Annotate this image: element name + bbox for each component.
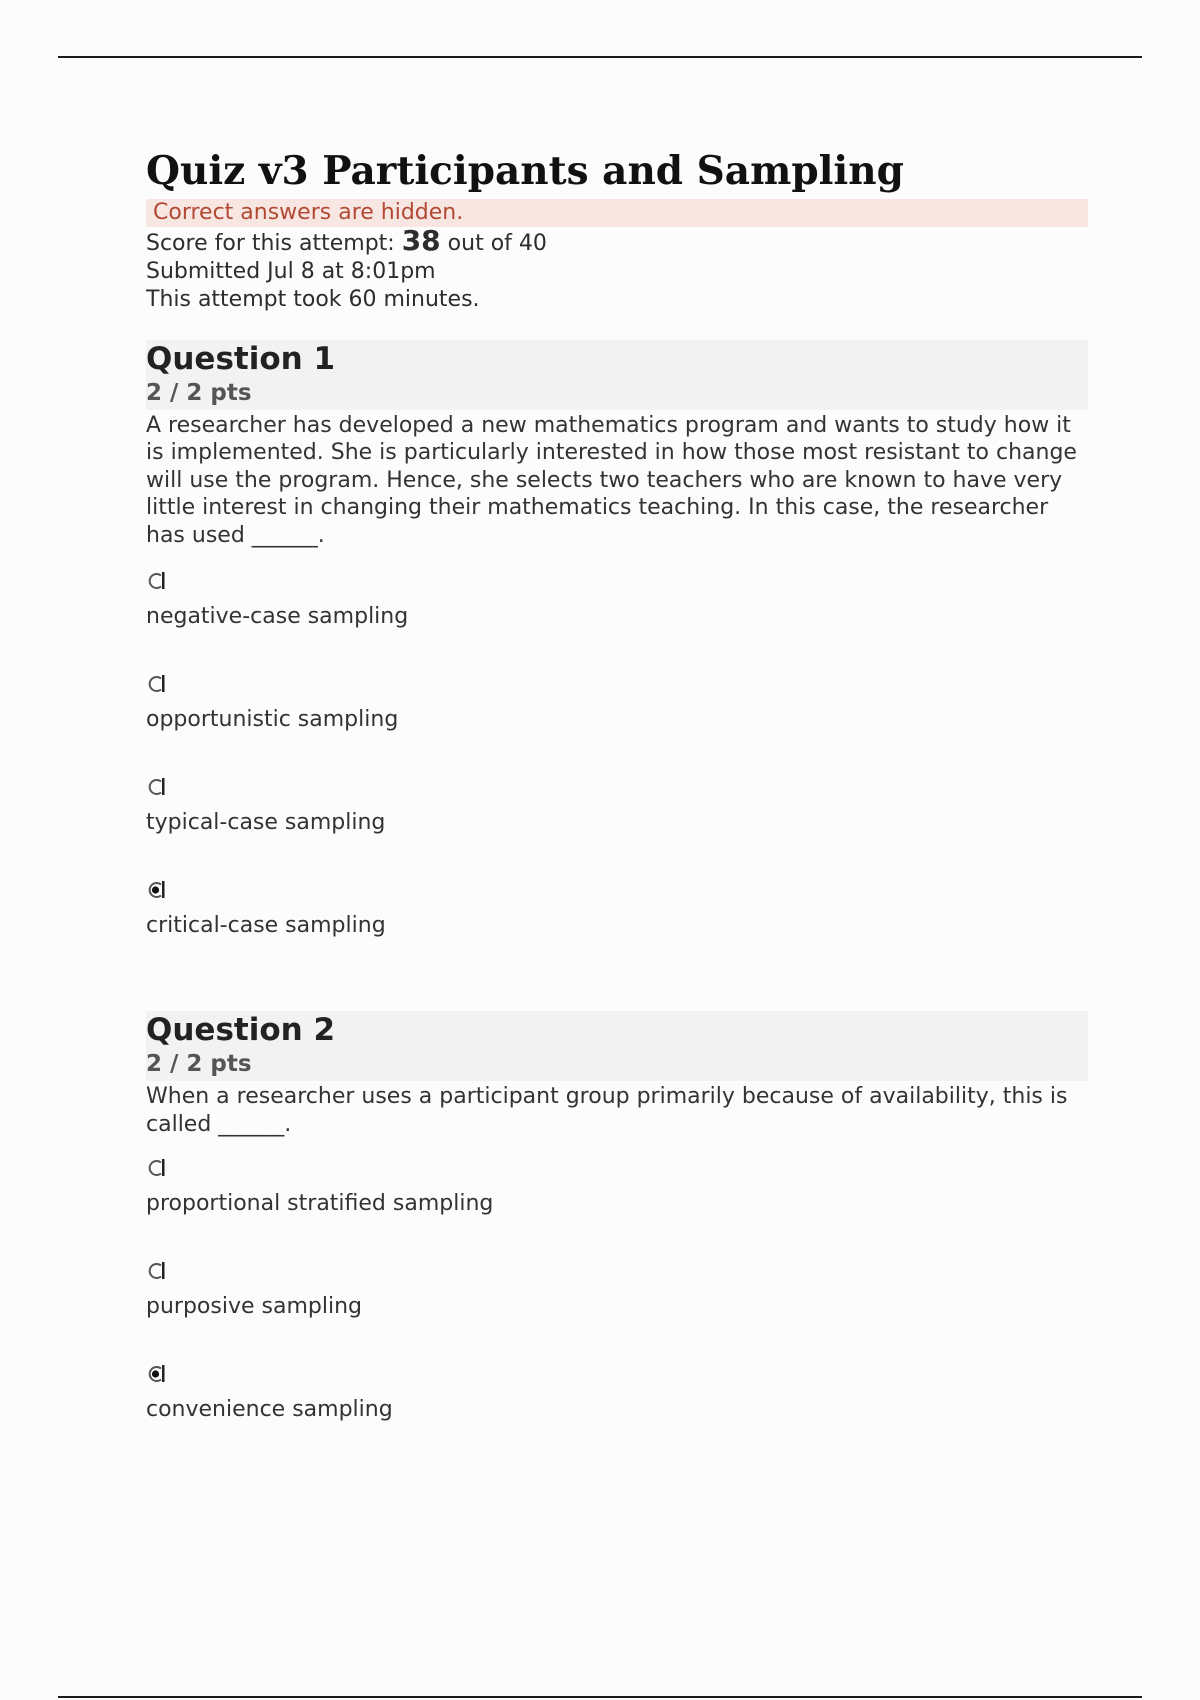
answer-option[interactable] [146,1261,1088,1364]
question-points: 2 / 2 pts [146,1051,252,1078]
radio-selected-icon[interactable] [146,880,166,900]
score-suffix: out of 40 [447,230,547,256]
answer-option[interactable] [146,777,1088,880]
radio-unselected-icon[interactable] [146,1158,166,1178]
bottom-rule [58,1696,1142,1698]
question-1 [146,340,1088,941]
question-title: Question 2 [146,1012,336,1049]
submitted-time: Submitted Jul 8 at 8:01pm [146,258,436,284]
question-header [146,340,1088,410]
answer-label: opportunistic sampling [146,707,399,733]
question-points: 2 / 2 pts [146,379,252,406]
answer-list [146,571,1088,940]
question-header [146,1011,1088,1081]
radio-unselected-icon[interactable] [146,571,166,591]
question-text: A researcher has developed a new mathematics program and wants to study how it is implemented. She is particularly interested in how those most resistant to change will use the program. Hence, she selects two teachers who are known to have very little interest in changing their mathematics teaching. In this case, the researcher has used ______. [146,412,1077,548]
answer-option[interactable] [146,674,1088,777]
answer-option[interactable] [146,1364,1088,1424]
answer-option[interactable] [146,571,1088,674]
answer-label: purposive sampling [146,1294,362,1320]
answer-label: convenience sampling [146,1397,393,1423]
top-rule [58,56,1142,58]
radio-selected-icon[interactable] [146,1364,166,1384]
quiz-content [146,140,1088,1424]
attempt-duration: This attempt took 60 minutes. [146,286,480,312]
answer-label: negative-case sampling [146,604,409,630]
radio-unselected-icon[interactable] [146,777,166,797]
score-value: 38 [401,223,441,257]
radio-unselected-icon[interactable] [146,1261,166,1281]
score-line [146,223,1088,258]
answer-label: typical-case sampling [146,810,386,836]
answer-label: critical-case sampling [146,913,386,939]
correct-answers-hidden-notice: Correct answers are hidden. [146,199,1088,227]
score-prefix: Score for this attempt: [146,230,395,256]
question-text: When a researcher uses a participant group primarily because of availability, this is called ______. [146,1084,1068,1137]
answer-option[interactable] [146,1158,1088,1261]
page-title: Quiz v3 Participants and Sampling [146,148,904,194]
question-title: Question 1 [146,340,336,377]
answer-list [146,1158,1088,1424]
question-2 [146,1011,1088,1424]
radio-unselected-icon[interactable] [146,674,166,694]
answer-label: proportional stratified sampling [146,1191,494,1217]
answer-option[interactable] [146,880,1088,940]
